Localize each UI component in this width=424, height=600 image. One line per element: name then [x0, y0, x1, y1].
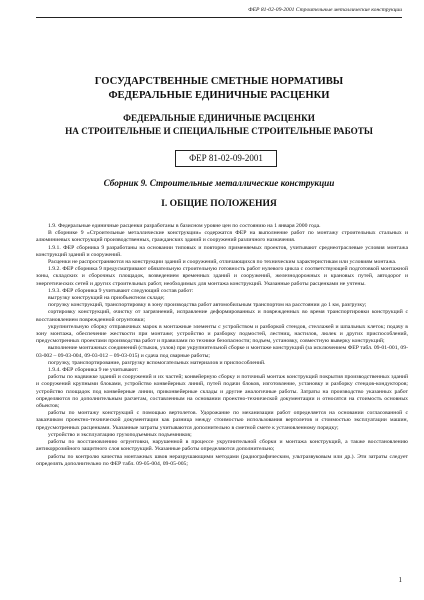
paragraph: В сборнике 9 «Строительные металлические конструкции» содержатся ФЕР на выполнение работ по монтажу строительных стальных и алюминиевых конструкций производственных, гражданских зданий и сооружений различного назначения.	[36, 230, 408, 244]
paragraph: выгрузку конструкций на приобъектном складе;	[48, 295, 165, 302]
paragraph: 1.9. Федеральные единичные расценки разработаны в базисном уровне цен по состоянию на 1 января 2000 года.	[48, 223, 321, 229]
document-code-box: ФЕР 81-02-09-2001	[175, 150, 277, 167]
section-title: I. ОБЩИЕ ПОЛОЖЕНИЯ	[161, 198, 277, 209]
collection-title: Сборник 9. Строительные металлические конструкции	[103, 178, 335, 188]
title-line-2: ФЕДЕРАЛЬНЫЕ ЕДИНИЧНЫЕ РАСЦЕНКИ	[108, 90, 330, 101]
paragraph: 1.9.1. ФЕР сборника 9 разработаны на основании типовых и повторно применяемых проектов, учитывают среднеотраслевые условия монтажа конструкций зданий и сооружений.	[36, 244, 408, 258]
paragraph: выполнение монтажных соединений (стыков, узлов) при укрупнительной сборке и монтаже конструкций (за исключением ФЕР табл. 09-01-001, 09-03-002 – 09-03-004, 09-03-012 – 09-03-015) и сдача под сварные работы;	[36, 345, 408, 359]
paragraph: работы по надвижке зданий и сооружений и их частей; конвейерную сборку и поточный монтаж конструкций покрытия производственных зданий и сооружений крупными блоками, устройство конвейерных линий, путей подачи блоков, изготовление, установку и разборку стендов-кондукторов; устройство площадок под конвейерные линии, приконвейерные склады и другие аналогичные работы. Затраты на производство указанных работ определяются по дополнительным расчетам, составленным на основании проектно-технической документации и относятся на стоимость основных объектов;	[36, 374, 408, 410]
paragraph: погрузку конструкций, транспортировку в зону производства работ автомобильным транспортом на расстоянии до 1 км, разгрузку;	[48, 302, 367, 309]
paragraph: 1.9.3. ФЕР сборника 9 учитывают следующий состав работ:	[48, 287, 194, 294]
body-text	[36, 223, 408, 468]
document-subtitle	[36, 112, 402, 137]
paragraph: работы по восстановлению огрунтовки, нарушенной в процессе укрупнительной сборки и монтажа конструкций, а также восстановлению антикоррозийного защитного слоя конструкций. Указанные работы определяются дополнительно;	[36, 439, 408, 453]
paragraph: Расценки не распространяются на конструкции зданий и сооружений, отличающихся по техническим характеристикам или условиям монтажа.	[48, 259, 397, 266]
paragraph: погрузку, транспортирование, разгрузку вспомогательных материалов и приспособлений.	[48, 359, 266, 366]
paragraph: 1.9.4. ФЕР сборника 9 не учитывают:	[48, 367, 139, 374]
paragraph: 1.9.2. ФЕР сборника 9 предусматривают обязательную строительную готовность работ нулевого цикла с соответствующей подготовкой монтажной зоны, складских и сборочных площадок, возведением временных зданий и сооружений, железнодорожных и крановых путей, автодорог и энергетических сетей и других строительных работ, необходимых для монтажа конструкций. Указанные работы расценками не учтены.	[36, 266, 408, 287]
paragraph: укрупнительную сборку отправочных марок в монтажные элементы с устройством и разборкой стендов, стеллажей и шпальных клеток; подачу в зону монтажа, обеспечение жесткости при монтаже; устройство и разборку подмостей, лестниц, настилов, люлек и других приспособлений, предусмотренных проектами производства работ и правилами по технике безопасности; подъем, установку, совместную выверку конструкций;	[36, 323, 408, 345]
document-title	[36, 75, 402, 103]
running-header: ФЕР 81-02-09-2001 Строительные металлические конструкции	[248, 7, 402, 13]
paragraph: работы по монтажу конструкций с помощью вертолетов. Удорожание по механизации работ определяется на основании согласованной с заказчиком проектно-технической документации как разница между стоимостью использования вертолетов и стоимостью эксплуатации машин, предусмотренных расценками. Указанные затраты учитываются дополнительно в сметной смете к установленному порядку;	[36, 410, 408, 431]
subtitle-line-2: НА СТРОИТЕЛЬНЫЕ И СПЕЦИАЛЬНЫЕ СТРОИТЕЛЬНЫЕ РАБОТЫ	[65, 125, 373, 136]
subtitle-line-1: ФЕДЕРАЛЬНЫЕ ЕДИНИЧНЫЕ РАСЦЕНКИ	[123, 113, 315, 123]
page-number: 1	[398, 576, 402, 584]
paragraph: работы по контролю качества монтажных швов неразрушающими методами (радиографическим, ультразвуковым или др.). Эти затраты следует определять дополнительно по ФЕР табл. 09-05-004, 09-05-005;	[36, 453, 408, 467]
header-rule	[36, 17, 402, 18]
paragraph: устройство и эксплуатацию грузоподъемных подъемников;	[48, 431, 192, 438]
title-line-1: ГОСУДАРСТВЕННЫЕ СМЕТНЫЕ НОРМАТИВЫ	[94, 76, 344, 87]
paragraph: сортировку конструкций, очистку от загрязнений, исправление деформированных и поврежденных во время транспортировки конструкций с восстановлением поврежденной огрунтовки;	[36, 309, 408, 323]
